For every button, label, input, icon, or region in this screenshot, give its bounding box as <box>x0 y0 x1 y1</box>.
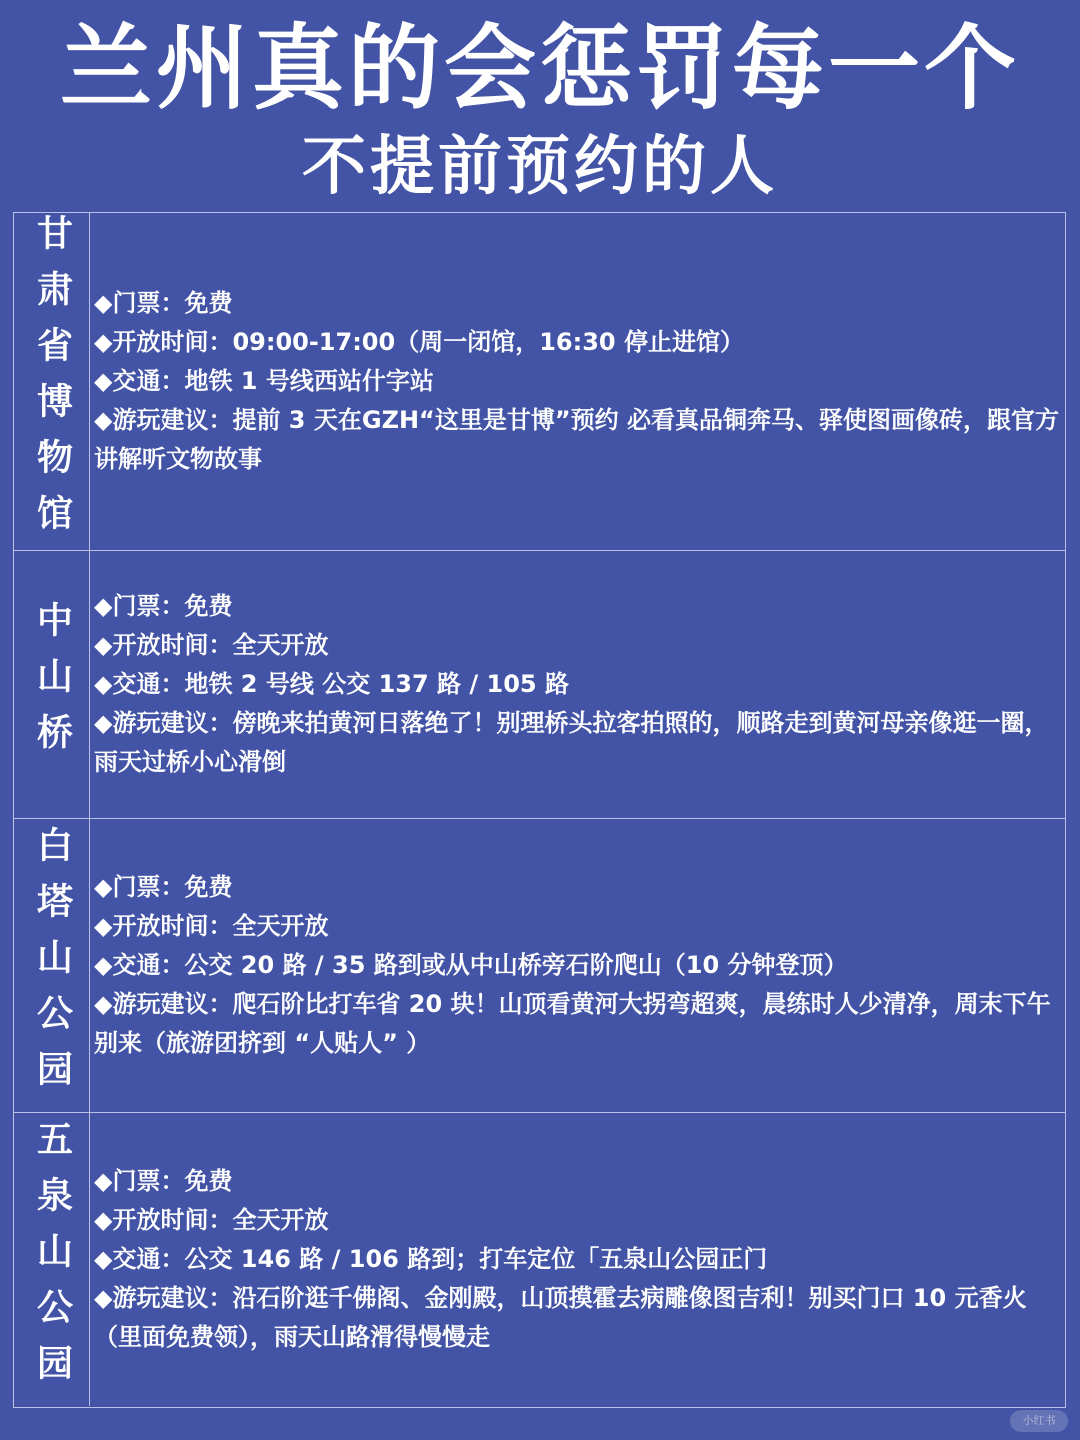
row-name-cell <box>14 1113 90 1406</box>
hours-line: ◆开放时间：全天开放 <box>94 1206 329 1234</box>
tips-line: ◆游玩建议：傍晚来拍黄河日落绝了！别理桥头拉客拍照的，顺路走到黄河母亲像逛一圈，雨天过桥小心滑倒 <box>94 709 1049 776</box>
row-name-cell <box>14 551 90 818</box>
attraction-name: 五泉山公园 <box>31 1119 73 1400</box>
page-subtitle: 不提前预约的人 <box>302 130 778 204</box>
table-row-wuquan-mountain-park <box>14 1112 1065 1406</box>
table-row-gansu-museum <box>14 213 1065 550</box>
transport-line: ◆交通：公交 20 路 / 35 路到或从中山桥旁石阶爬山（10 分钟登顶） <box>94 951 848 979</box>
tips-line: ◆游玩建议：爬石阶比打车省 20 块！山顶看黄河大拐弯超爽，晨练时人少清净，周末下午别来（旅游团挤到 “人贴人” ） <box>94 990 1051 1057</box>
hours-line: ◆开放时间：全天开放 <box>94 631 329 659</box>
table-row-zhongshan-bridge <box>14 550 1065 818</box>
attraction-name: 白塔山公园 <box>31 825 73 1106</box>
hours-line: ◆开放时间：09:00-17:00（周一闭馆，16:30 停止进馆） <box>94 328 744 356</box>
ticket-line: ◆门票：免费 <box>94 873 233 901</box>
transport-line: ◆交通：地铁 1 号线西站什字站 <box>94 367 434 395</box>
row-content-cell <box>90 213 1065 550</box>
transport-line: ◆交通：公交 146 路 / 106 路到；打车定位「五泉山公园正门 <box>94 1245 768 1273</box>
tips-line: ◆游玩建议：沿石阶逛千佛阁、金刚殿，山顶摸霍去病雕像图吉利！别买门口 10 元香火（里面免费领），雨天山路滑得慢慢走 <box>94 1284 1027 1351</box>
row-content-cell <box>90 551 1065 818</box>
page-title: 兰州真的会惩罚每一个 <box>59 15 1020 122</box>
row-name-cell <box>14 213 90 550</box>
ticket-line: ◆门票：免费 <box>94 289 233 317</box>
row-content-cell <box>90 819 1065 1112</box>
attraction-name: 甘肃省博物馆 <box>31 213 73 550</box>
ticket-line: ◆门票：免费 <box>94 592 233 620</box>
transport-line: ◆交通：地铁 2 号线 公交 137 路 / 105 路 <box>94 670 569 698</box>
attraction-name: 中山桥 <box>31 600 73 769</box>
row-name-cell <box>14 819 90 1112</box>
hours-line: ◆开放时间：全天开放 <box>94 912 329 940</box>
attractions-table <box>13 212 1066 1408</box>
row-content-cell <box>90 1113 1065 1406</box>
tips-line: ◆游玩建议：提前 3 天在GZH“这里是甘博”预约 必看真品铜奔马、驿使图画像砖，跟官方讲解听文物故事 <box>94 406 1059 473</box>
ticket-line: ◆门票：免费 <box>94 1167 233 1195</box>
table-row-baita-mountain-park <box>14 818 1065 1112</box>
watermark-logo: 小红书 <box>1010 1410 1068 1432</box>
